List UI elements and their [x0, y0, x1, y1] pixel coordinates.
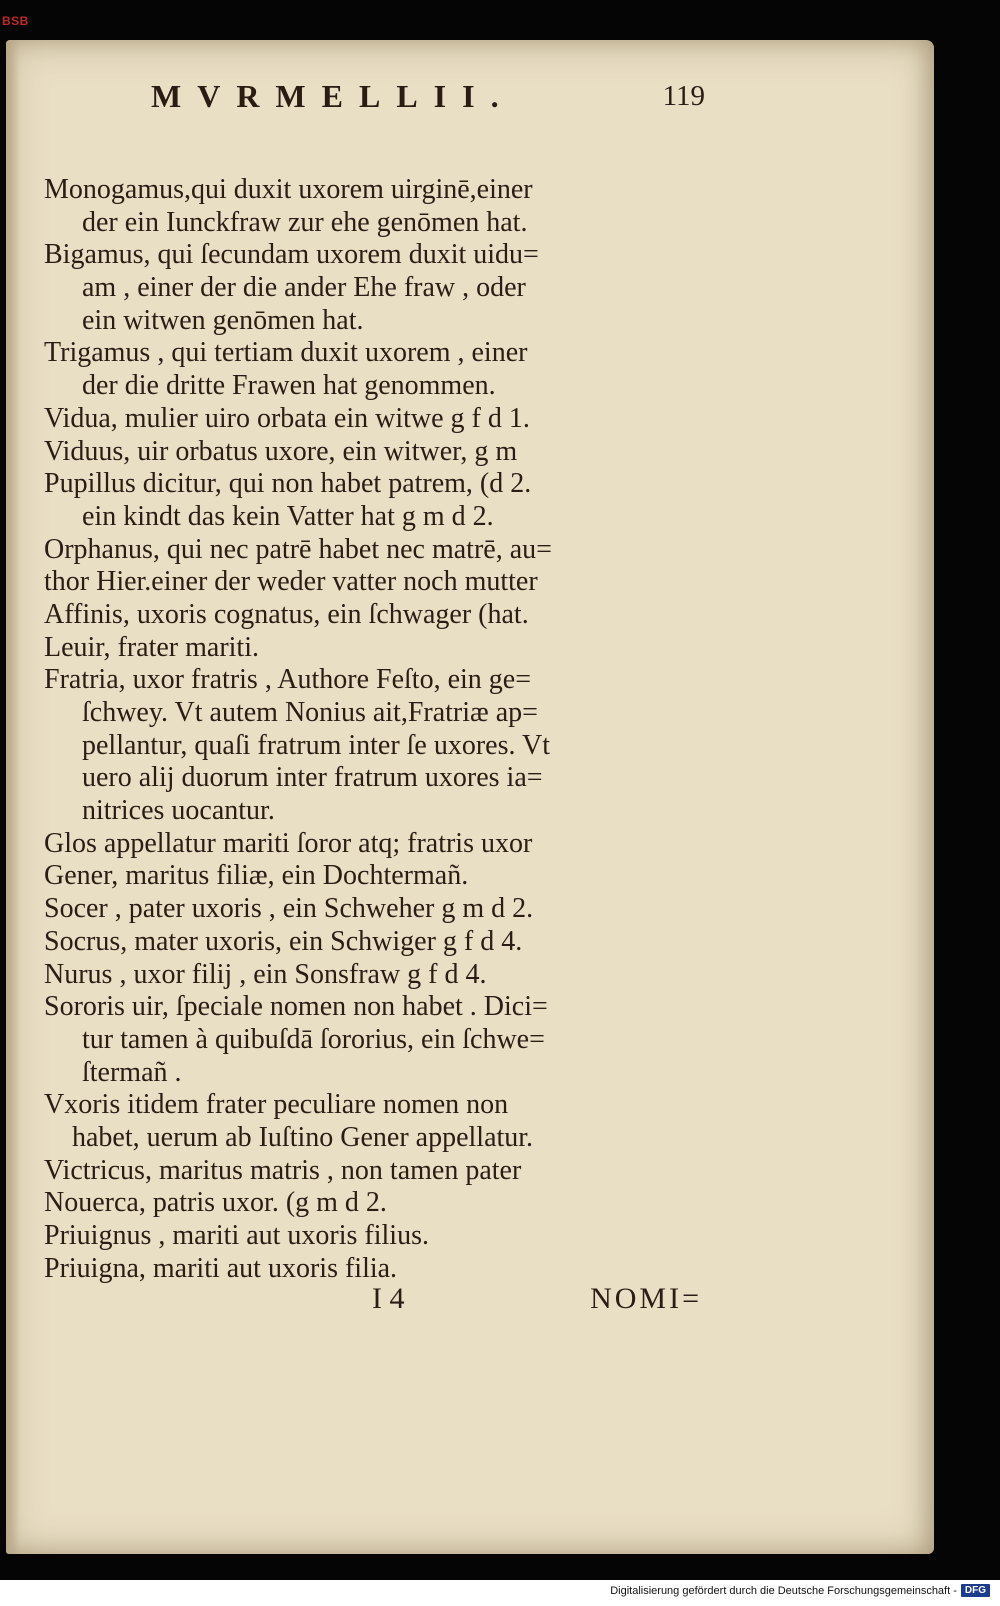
text-line: ſtermañ .	[82, 1056, 182, 1088]
text-line: thor Hier.einer der weder vatter noch mutter	[44, 566, 538, 598]
dfg-credit	[610, 1584, 990, 1597]
text-line: Vidua, mulier uiro orbata ein witwe g f d 1.	[44, 402, 530, 434]
running-title: MVRMELLII.	[151, 78, 515, 114]
text-line: Socrus, mater uxoris, ein Schwiger g f d 4.	[44, 925, 523, 957]
signature-mark: I 4	[372, 1282, 405, 1315]
text-line: Priuignus , mariti aut uxoris filius.	[44, 1220, 429, 1251]
main-text-block	[44, 174, 694, 1285]
text-line: Leuir, frater mariti.	[44, 631, 259, 663]
text-line: Socer , pater uxoris , ein Schweher g m d 2.	[44, 893, 534, 925]
text-line: pellantur, quaſi fratrum inter ſe uxores. Vt	[82, 729, 551, 761]
text-line: Monogamus,qui duxit uxorem uirginē,einer	[44, 174, 533, 205]
text-line: uero alij duorum inter fratrum uxores ia=	[82, 762, 543, 794]
text-line: tur tamen à quibuſdā ſororius, ein ſchwe=	[82, 1023, 545, 1055]
text-line: Nouerca, patris uxor. (g m d 2.	[44, 1187, 387, 1219]
page-number: 119	[662, 80, 705, 112]
text-line: Bigamus, qui ſecundam uxorem duxit uidu=	[44, 239, 539, 271]
text-line: Trigamus , qui tertiam duxit uxorem , einer	[44, 337, 528, 369]
page-footer	[372, 1282, 702, 1316]
text-line: Pupillus dicitur, qui non habet patrem, (d 2.	[44, 468, 532, 500]
text-line: der ein Iunckfraw zur ehe genōmen hat.	[82, 206, 528, 238]
text-line: ein kindt das kein Vatter hat g m d 2.	[82, 500, 494, 532]
text-line: Viduus, uir orbatus uxore, ein witwer, g m	[44, 435, 518, 467]
text-line: Priuigna, mariti aut uxoris filia.	[44, 1252, 398, 1284]
text-line: ein witwen genōmen hat.	[82, 304, 364, 336]
text-line: Nurus , uxor filij , ein Sonsfraw g f d 4.	[44, 958, 487, 990]
text-line: Glos appellatur mariti ſoror atq; fratris uxor	[44, 827, 533, 859]
catchword: NOMI=	[590, 1282, 702, 1315]
digitization-footer	[0, 1580, 1000, 1606]
text-line: Vxoris itidem frater peculiare nomen non	[44, 1089, 509, 1121]
text-line: am , einer der die ander Ehe fraw , oder	[82, 272, 526, 304]
text-line: nitrices uocantur.	[82, 795, 275, 827]
text-line: der die dritte Frawen hat genommen.	[82, 370, 496, 402]
library-watermark: BSB	[2, 14, 29, 28]
text-line: Orphanus, qui nec patrē habet nec matrē, au=	[44, 533, 552, 565]
dfg-credit-text: Digitalisierung gefördert durch die Deutsche Forschungsgemeinschaft -	[610, 1584, 957, 1597]
text-line: Fratria, uxor fratris , Authore Feſto, ein ge=	[44, 664, 532, 696]
dfg-logo-icon: DFG	[961, 1584, 990, 1597]
text-line: Gener, maritus filiæ, ein Dochtermañ.	[44, 860, 469, 892]
text-line: ſchwey. Vt autem Nonius ait,Fratriæ ap=	[82, 697, 538, 728]
text-line: habet, uerum ab Iuſtino Gener appellatur.	[72, 1121, 534, 1153]
text-line: Sororis uir, ſpeciale nomen non habet . Dici=	[44, 991, 548, 1023]
page-gutter-shadow	[6, 40, 20, 1554]
text-line: Victricus, maritus matris , non tamen pater	[44, 1154, 522, 1186]
running-head	[145, 78, 705, 118]
text-line: Affinis, uxoris cognatus, ein ſchwager (hat.	[44, 598, 529, 630]
